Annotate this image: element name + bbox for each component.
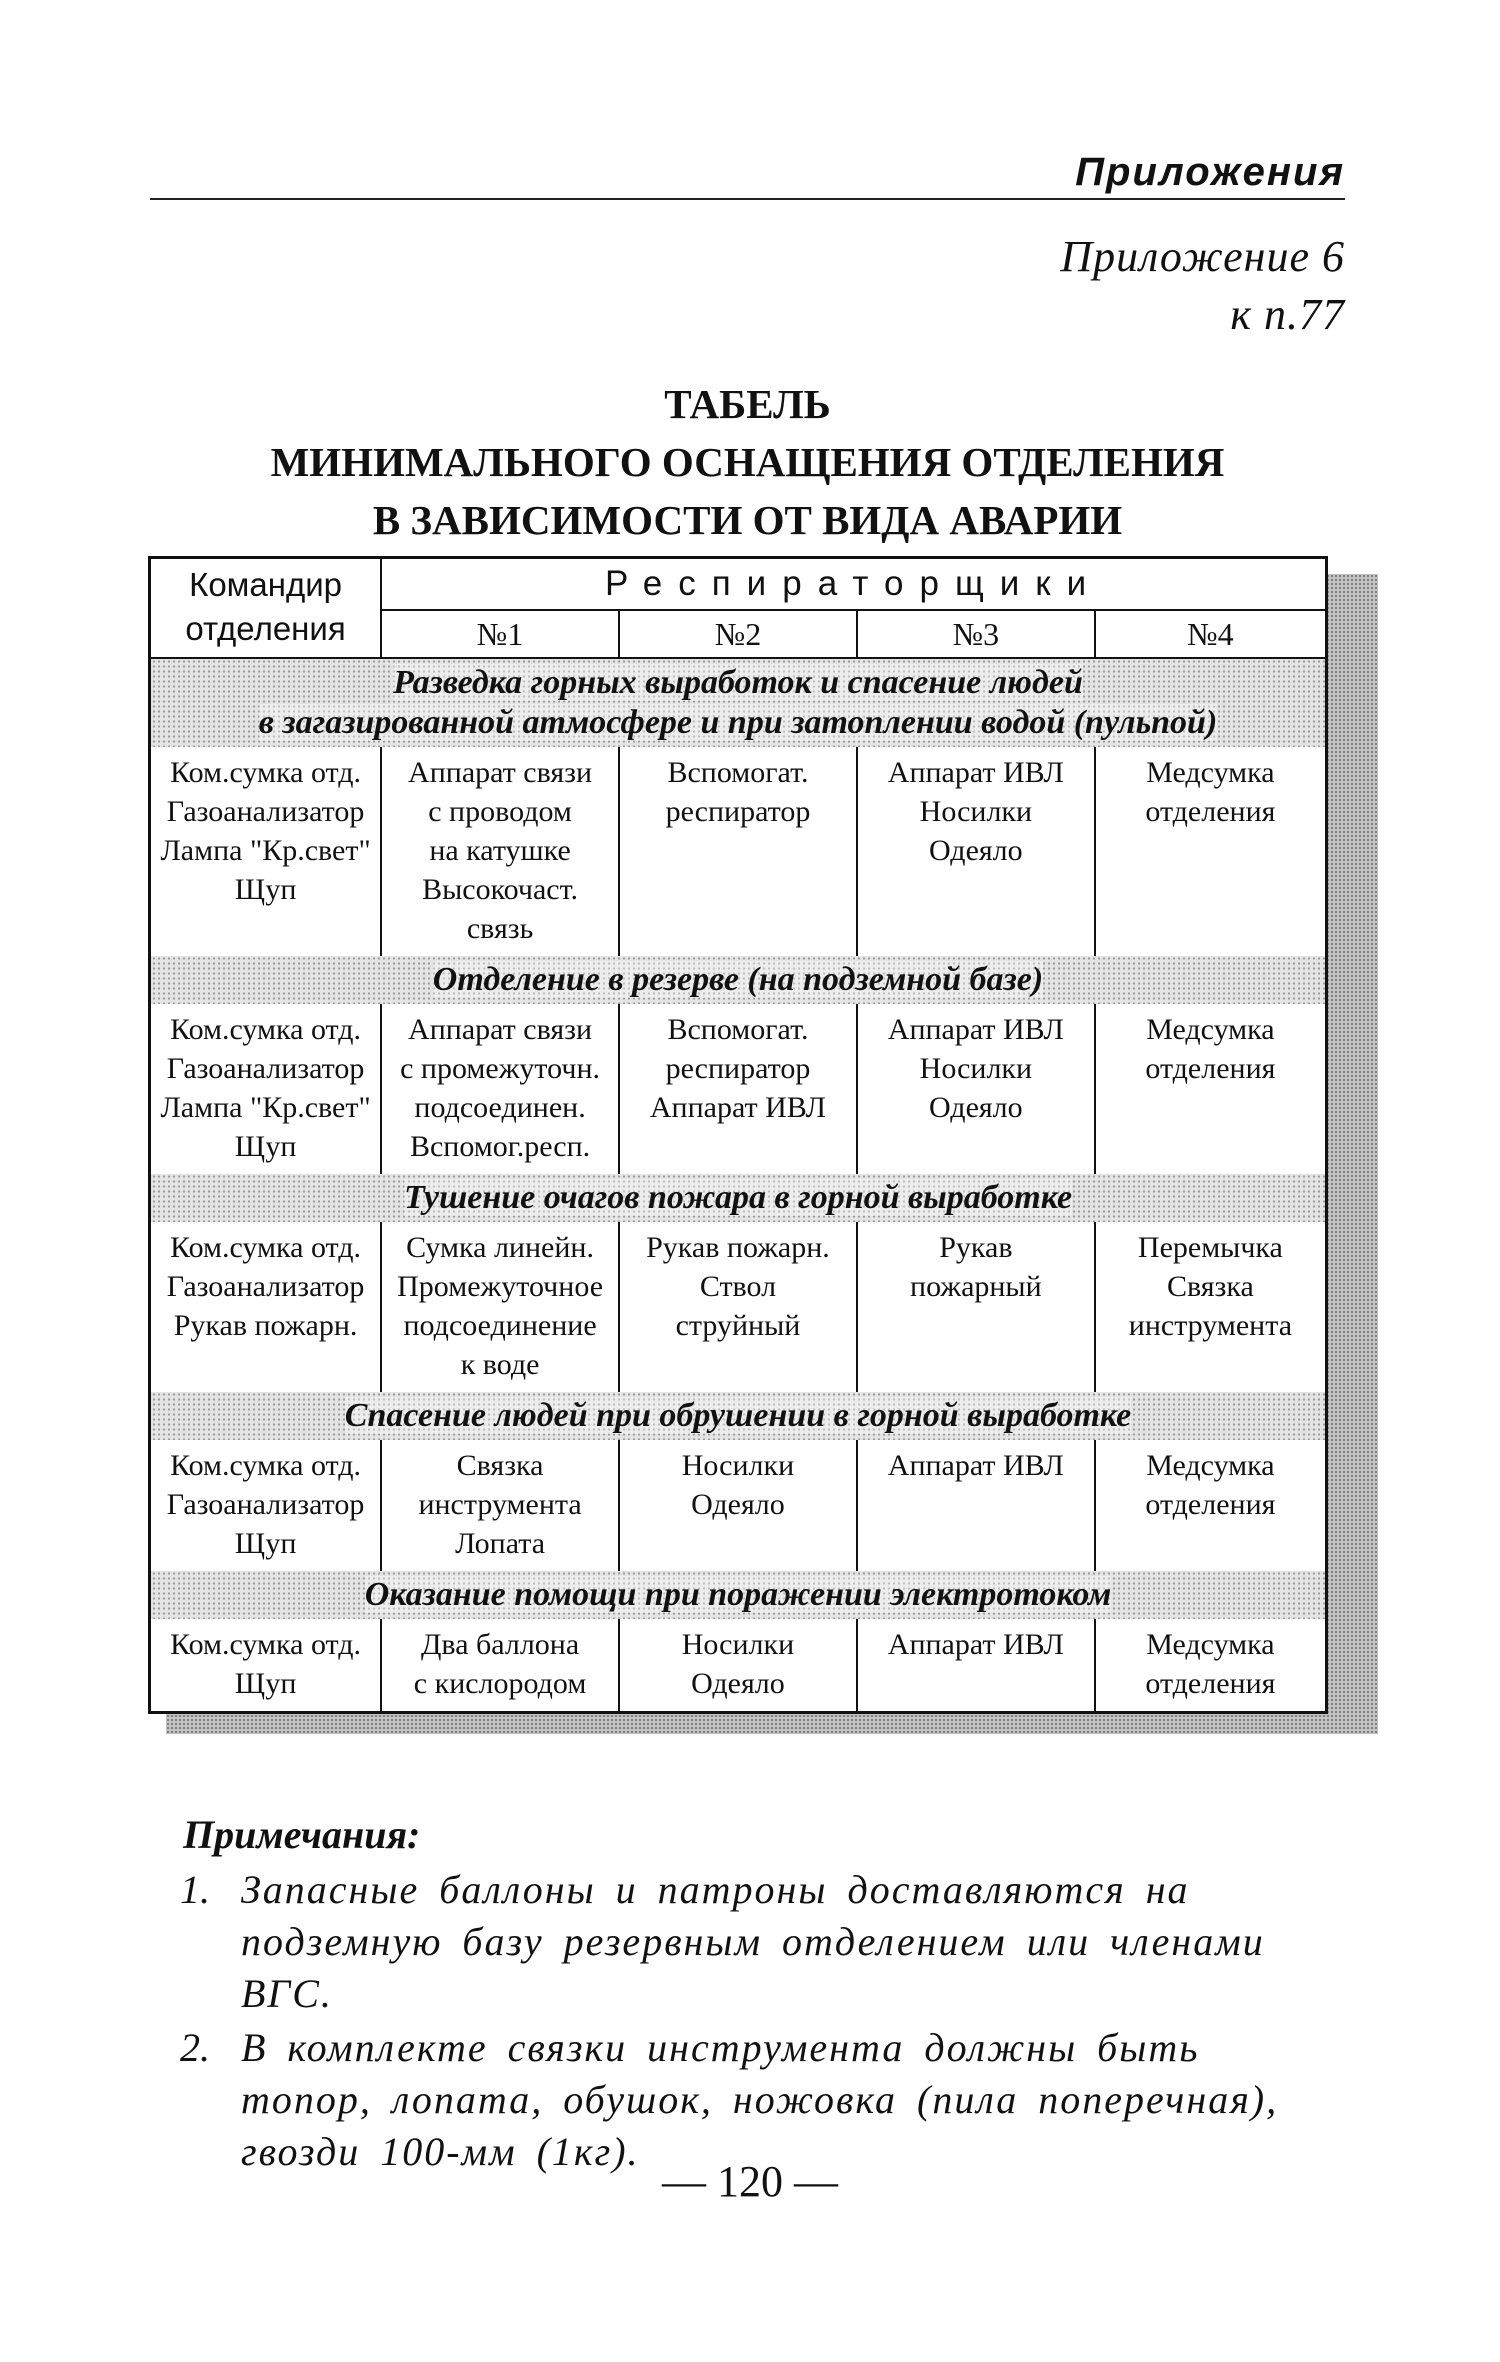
equipment-item: к воде [460, 1348, 540, 1381]
equipment-item: Рукав пожарн. [173, 1309, 358, 1342]
equipment-item: Аппарат связи [408, 1013, 593, 1046]
section-title-line: Отделение в резерве (на подземной базе) [432, 961, 1044, 998]
equipment-item: респиратор [665, 795, 811, 828]
equipment-item: Аппарат ИВЛ [887, 1628, 1064, 1661]
equipment-item: Аппарат ИВЛ [887, 1449, 1064, 1482]
title-line-1: ТАБЕЛЬ [664, 381, 831, 427]
commander-equipment-cell [150, 1619, 382, 1713]
column-header-4: №4 [1095, 610, 1327, 658]
equipment-item: Лопата [455, 1527, 546, 1560]
equipment-item: с кислородом [413, 1667, 587, 1700]
equipment-item: Одеяло [929, 1091, 1023, 1124]
respirator-3-equipment-cell [857, 1222, 1095, 1392]
appendix-number: Приложение 6 [1060, 232, 1345, 281]
equipment-item: Сумка линейн. [406, 1231, 594, 1264]
equipment-item: инструмента [418, 1488, 582, 1521]
equipment-item: Щуп [234, 1527, 297, 1560]
equipment-item: Щуп [234, 873, 297, 906]
respirator-4-equipment-cell [1095, 1440, 1327, 1571]
equipment-item: Медсумка [1146, 1449, 1275, 1482]
equipment-item: Два баллона [420, 1628, 580, 1661]
note-text: Запасные баллоны и патроны доставляются на подземную базу резервным отделением или членами ВГС. [241, 1867, 1265, 2016]
note-number: 1. [180, 1867, 210, 1912]
commander-equipment-cell [150, 747, 382, 956]
respirators-header: Респираторщики [381, 558, 1326, 611]
equipment-item: Медсумка [1146, 1013, 1275, 1046]
equipment-item: Газоанализатор [166, 795, 365, 828]
table-row [150, 1619, 1327, 1713]
equipment-item: Одеяло [929, 834, 1023, 867]
equipment-item: отделения [1145, 795, 1276, 828]
section-title-row [150, 658, 1327, 747]
commander-header-line: Командир [189, 566, 342, 603]
equipment-item: Аппарат ИВЛ [887, 1013, 1064, 1046]
section-title-line: Разведка горных выработок и спасение людей [393, 664, 1083, 701]
section-title-line: в загазированной атмосфере и при затоплении водой (пульпой) [258, 704, 1218, 741]
section-title-row [150, 1571, 1327, 1619]
equipment-item: струйный [675, 1309, 801, 1342]
equipment-item: отделения [1145, 1052, 1276, 1085]
equipment-item: Носилки [681, 1449, 795, 1482]
equipment-item: на катушке [429, 834, 571, 867]
equipment-item: Медсумка [1146, 1628, 1275, 1661]
equipment-item: Аппарат ИВЛ [649, 1091, 827, 1124]
respirator-4-equipment-cell [1095, 1222, 1327, 1392]
respirator-1-equipment-cell [381, 747, 619, 956]
respirator-2-equipment-cell [619, 1440, 857, 1571]
equipment-item: Одеяло [691, 1667, 785, 1700]
respirator-1-equipment-cell [381, 1004, 619, 1174]
header-row [150, 558, 1327, 611]
column-header-2: №2 [619, 610, 857, 658]
equipment-item: инструмента [1128, 1309, 1293, 1342]
equipment-item: Аппарат ИВЛ [887, 756, 1064, 789]
equipment-item: Газоанализатор [166, 1052, 365, 1085]
equipment-item: Аппарат связи [408, 756, 593, 789]
document-title [150, 375, 1345, 549]
equipment-item: Щуп [234, 1130, 297, 1163]
column-header-3: №3 [857, 610, 1095, 658]
equipment-item: Щуп [234, 1667, 297, 1700]
commander-equipment-cell [150, 1440, 382, 1571]
equipment-item: подсоединение [403, 1309, 597, 1342]
appendix-clause: к п.77 [1230, 290, 1345, 339]
title-line-3: В ЗАВИСИМОСТИ ОТ ВИДА АВАРИИ [372, 497, 1123, 543]
respirator-3-equipment-cell [857, 747, 1095, 956]
equipment-item: Вспомог.респ. [409, 1130, 591, 1163]
commander-equipment-cell [150, 1004, 382, 1174]
equipment-item: подсоединен. [414, 1091, 586, 1124]
equipment-item: Ком.сумка отд. [170, 1628, 362, 1661]
respirator-4-equipment-cell [1095, 1619, 1327, 1713]
note-item [150, 1864, 1350, 2020]
column-header-1: №1 [381, 610, 619, 658]
equipment-item: Связка [456, 1449, 544, 1482]
equipment-item: Вспомогат. [667, 756, 809, 789]
equipment-item: пожарный [910, 1270, 1042, 1303]
equipment-item: Рукав пожарн. [646, 1231, 830, 1264]
respirator-2-equipment-cell [619, 747, 857, 956]
table-row [150, 1440, 1327, 1571]
section-title [150, 1392, 1327, 1440]
section-title [150, 956, 1327, 1004]
equipment-item: Связка [1166, 1270, 1254, 1303]
commander-header [150, 558, 382, 659]
equipment-table-wrapper [148, 556, 1348, 1714]
respirator-4-equipment-cell [1095, 1004, 1327, 1174]
commander-equipment-cell [150, 1222, 382, 1392]
page-number: — 120 — [662, 2157, 838, 2206]
equipment-item: Медсумка [1146, 756, 1275, 789]
section-title [150, 658, 1327, 747]
equipment-item: Лампа "Кр.свет" [160, 834, 371, 867]
respirator-1-equipment-cell [381, 1222, 619, 1392]
respirator-2-equipment-cell [619, 1619, 857, 1713]
section-title [150, 1571, 1327, 1619]
respirator-2-equipment-cell [619, 1222, 857, 1392]
equipment-item: Газоанализатор [166, 1488, 365, 1521]
table-row [150, 1222, 1327, 1392]
equipment-item: Лампа "Кр.свет" [160, 1091, 371, 1124]
section-title-row [150, 1174, 1327, 1222]
respirator-2-equipment-cell [619, 1004, 857, 1174]
equipment-item: Вспомогат. [667, 1013, 809, 1046]
equipment-item: Носилки [681, 1628, 795, 1661]
respirator-3-equipment-cell [857, 1440, 1095, 1571]
equipment-item: Одеяло [691, 1488, 785, 1521]
equipment-item: респиратор [665, 1052, 811, 1085]
respirator-3-equipment-cell [857, 1619, 1095, 1713]
equipment-item: с проводом [428, 795, 572, 828]
section-title-row [150, 1392, 1327, 1440]
table-row [150, 1004, 1327, 1174]
respirator-3-equipment-cell [857, 1004, 1095, 1174]
equipment-table [148, 556, 1328, 1714]
title-line-2: МИНИМАЛЬНОГО ОСНАЩЕНИЯ ОТДЕЛЕНИЯ [270, 439, 1225, 485]
equipment-item: Ком.сумка отд. [170, 1013, 362, 1046]
equipment-item: Носилки [919, 1052, 1033, 1085]
equipment-item: Носилки [919, 795, 1033, 828]
note-text: В комплекте связки инструмента должны быть топор, лопата, обушок, ножовка (пила поперечная), гвозди 100-мм (1кг). [241, 2025, 1279, 2174]
section-title-line: Спасение людей при обрушении в горной выработке [344, 1397, 1132, 1434]
note-number: 2. [180, 2025, 210, 2070]
equipment-item: Промежуточное [397, 1270, 604, 1303]
respirator-4-equipment-cell [1095, 747, 1327, 956]
section-title-line: Тушение очагов пожара в горной выработке [403, 1179, 1073, 1216]
equipment-item: Газоанализатор [166, 1270, 365, 1303]
equipment-item: Ком.сумка отд. [170, 1449, 362, 1482]
equipment-item: Ком.сумка отд. [170, 1231, 362, 1264]
notes-heading: Примечания: [183, 1812, 421, 1857]
running-head: Приложения [150, 150, 1345, 200]
commander-header-line: отделения [185, 610, 346, 647]
equipment-item: Высокочаст. [422, 873, 578, 906]
appendix-reference [1060, 228, 1345, 344]
table-row [150, 747, 1327, 956]
section-title-line: Оказание помощи при поражении электротоком [364, 1576, 1112, 1613]
equipment-item: Перемычка [1137, 1231, 1283, 1264]
notes [150, 1808, 1350, 2178]
equipment-item: Ствол [699, 1270, 777, 1303]
section-title [150, 1174, 1327, 1222]
section-title-row [150, 956, 1327, 1004]
equipment-item: отделения [1145, 1488, 1276, 1521]
equipment-item: Рукав [939, 1231, 1013, 1264]
equipment-item: связь [466, 912, 534, 945]
respirator-1-equipment-cell [381, 1619, 619, 1713]
equipment-item: Ком.сумка отд. [170, 756, 362, 789]
respirator-1-equipment-cell [381, 1440, 619, 1571]
equipment-item: отделения [1145, 1667, 1276, 1700]
equipment-item: с промежуточн. [400, 1052, 601, 1085]
